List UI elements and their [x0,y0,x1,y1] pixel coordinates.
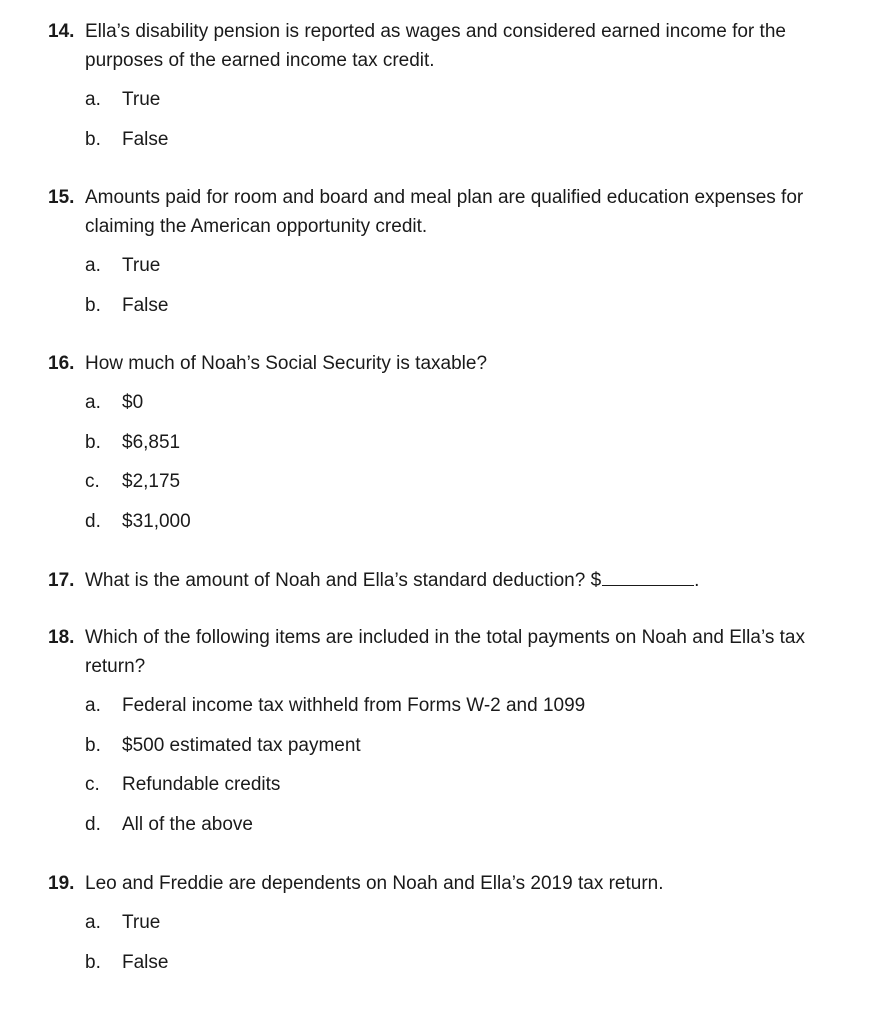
answer-option-d[interactable] [85,507,858,536]
answer-options [85,85,858,154]
option-letter: a. [85,695,101,716]
question-text: Ella’s disability pension is reported as wages and considered earned income for the purposes of the earned income tax credit. [85,21,786,71]
option-text: $0 [122,392,144,413]
option-text: All of the above [122,813,253,835]
option-letter: a. [85,255,101,276]
question-number: 19. [48,873,75,894]
answer-option-a[interactable] [85,691,858,720]
option-text: Federal income tax withheld from Forms W-2 and 1099 [122,695,586,716]
question-stem [48,17,858,75]
question-suffix: . [694,570,700,591]
question-text: Leo and Freddie are dependents on Noah and Ella’s 2019 tax return. [85,873,664,894]
option-text: $31,000 [122,510,191,532]
question-stem [48,869,858,898]
answer-option-b[interactable] [85,428,858,457]
answer-options [85,908,858,977]
option-letter: b. [85,734,101,756]
answer-option-b[interactable] [85,731,858,760]
answer-option-a[interactable] [85,85,858,114]
option-letter: b. [85,294,101,316]
answer-option-d[interactable] [85,810,858,839]
option-text: $500 estimated tax payment [122,734,361,756]
question-number: 17. [48,570,75,591]
answer-blank[interactable] [602,566,694,586]
option-text: Refundable credits [122,774,281,795]
question-number: 14. [48,21,75,42]
question-number: 18. [48,627,75,648]
question-number: 15. [48,187,75,208]
question-text: Amounts paid for room and board and meal plan are qualified education expenses for claiming the American opportunity credit. [85,187,804,237]
option-letter: c. [85,471,100,492]
option-letter: b. [85,951,101,973]
question-stem [48,566,858,595]
question-19 [48,869,858,987]
question-stem [48,349,858,378]
option-text: True [122,89,161,110]
question-14 [48,17,858,164]
option-text: $6,851 [122,431,181,453]
answer-option-b[interactable] [85,125,858,154]
option-text: False [122,951,169,973]
answer-option-c[interactable] [85,770,858,799]
question-text-wrapper [85,566,858,595]
question-18 [48,623,858,849]
answer-option-a[interactable] [85,251,858,280]
option-text: True [122,912,161,933]
option-text: False [122,128,169,150]
question-text: How much of Noah’s Social Security is taxable? [85,353,488,374]
option-letter: a. [85,912,101,933]
question-16 [48,349,858,546]
question-text: What is the amount of Noah and Ella’s standard deduction? $ [85,570,602,591]
option-letter: a. [85,392,101,413]
option-letter: d. [85,510,101,532]
question-15 [48,183,858,330]
option-letter: b. [85,128,101,150]
question-stem [48,183,858,241]
answer-options [85,691,858,839]
question-number: 16. [48,353,75,374]
answer-options [85,251,858,320]
question-stem [48,623,858,681]
question-text: Which of the following items are included in the total payments on Noah and Ella’s tax return? [85,627,805,677]
answer-option-a[interactable] [85,388,858,417]
answer-option-a[interactable] [85,908,858,937]
question-17 [48,566,858,595]
answer-option-b[interactable] [85,948,858,977]
option-text: $2,175 [122,471,181,492]
option-letter: b. [85,431,101,453]
option-text: False [122,294,169,316]
option-letter: a. [85,89,101,110]
option-letter: c. [85,774,100,795]
answer-options [85,388,858,536]
option-text: True [122,255,161,276]
option-letter: d. [85,813,101,835]
answer-option-b[interactable] [85,291,858,320]
answer-option-c[interactable] [85,467,858,496]
